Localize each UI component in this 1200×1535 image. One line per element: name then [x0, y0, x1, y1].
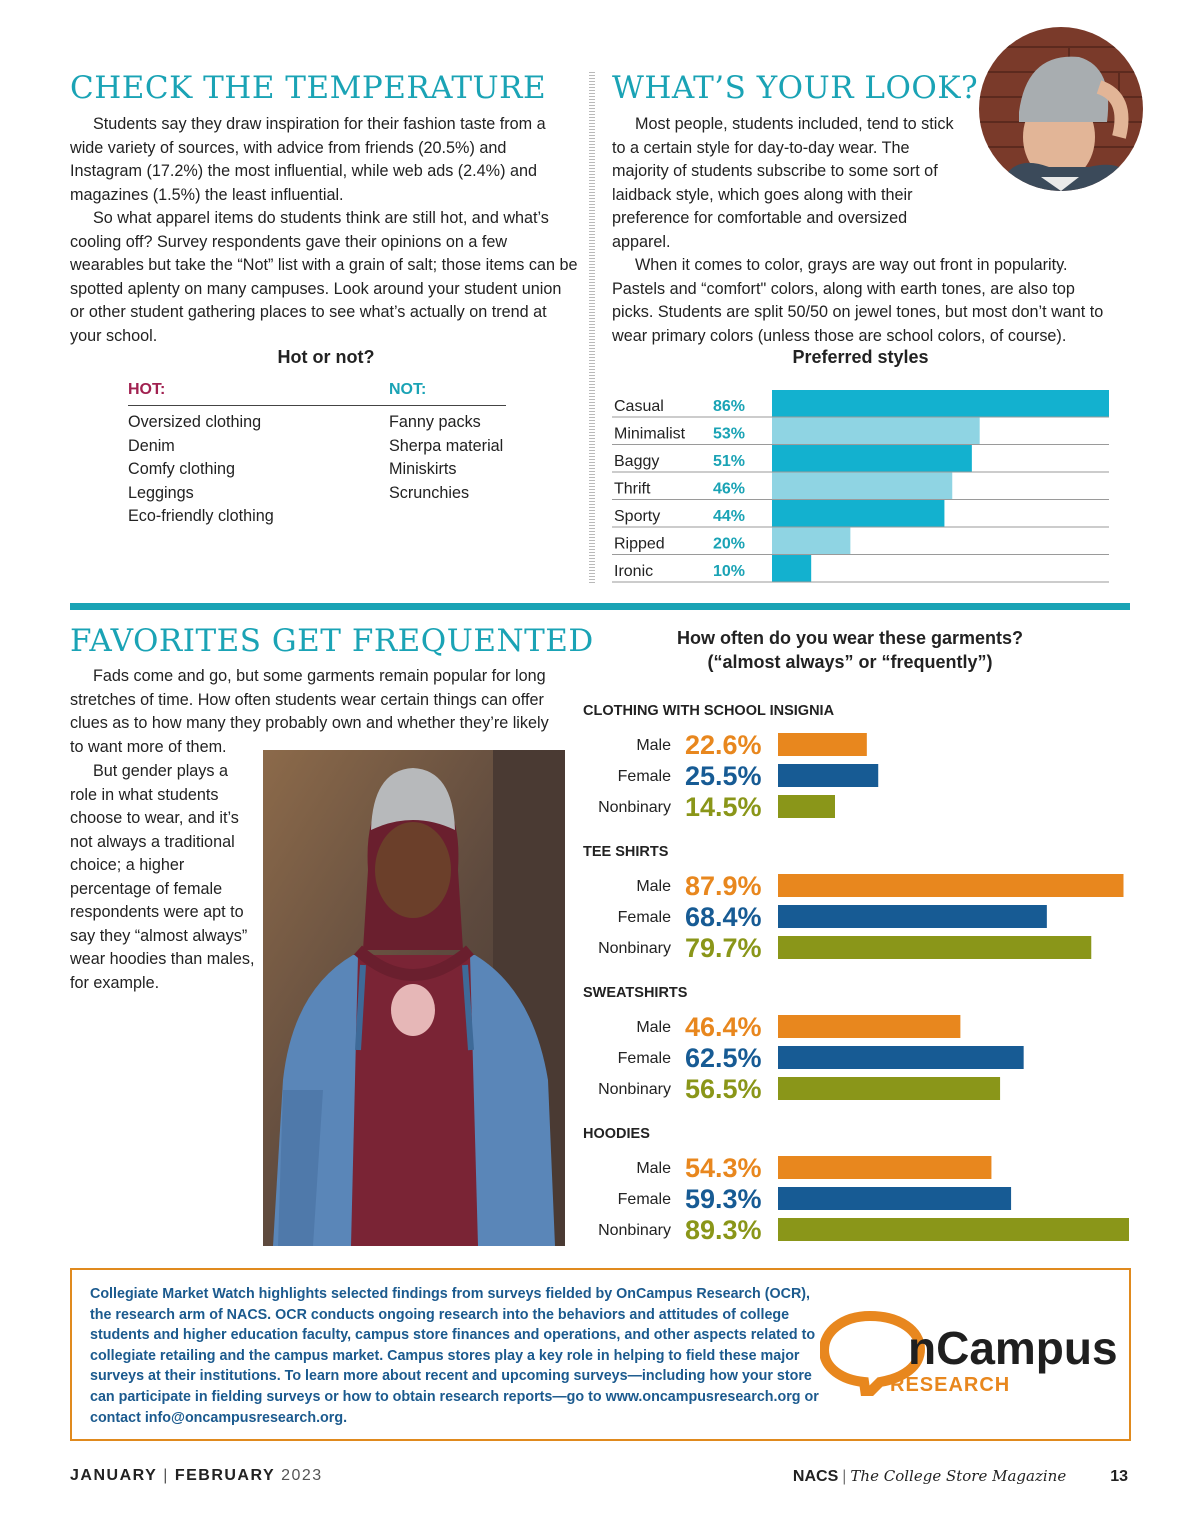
style-bar: [772, 528, 850, 555]
paragraph: But gender plays a role in what students choose to wear, and it’s not always a traditional choice; a higher percentage of female respondents were apt to say they “almost always” wear hoodies than males, for example.: [70, 762, 255, 992]
style-value-label: 20%: [713, 535, 746, 553]
frequency-bar: [778, 795, 835, 818]
favorites-text-side: [70, 760, 255, 995]
footer-publication: [793, 1467, 1128, 1486]
footer-year: 2023: [281, 1467, 323, 1484]
style-bar: [772, 473, 952, 500]
style-bar: [772, 418, 980, 445]
style-bar: [772, 445, 972, 472]
series-label: Female: [617, 768, 671, 785]
not-list: [389, 411, 503, 505]
footer-org: NACS: [792, 1468, 839, 1485]
style-category-label: Ironic: [614, 563, 654, 580]
hot-list: [128, 411, 274, 529]
series-label: Male: [636, 1160, 671, 1177]
frequency-bar: [778, 936, 1091, 959]
frequency-bar: [778, 1187, 1011, 1210]
list-item: Sherpa material: [389, 436, 504, 455]
paragraph: Most people, students included, tend to stick to a certain style for day-to-day wear. The majority of students subscribe to some sort of laidback style, which goes along with their preference for comfortable and oversized apparel.: [612, 115, 954, 251]
list-item: Oversized clothing: [128, 413, 262, 431]
value-label: 89.3%: [685, 1215, 762, 1245]
series-label: Male: [636, 1019, 671, 1036]
garment-frequency-chart: [578, 690, 1138, 1250]
group-label: TEE SHIRTS: [583, 844, 669, 860]
series-label: Female: [617, 1050, 671, 1067]
series-label: Nonbinary: [598, 799, 671, 816]
frequency-bar: [778, 1156, 991, 1179]
frequency-bar: [778, 1218, 1129, 1241]
footer-month: JANUARY: [70, 1467, 158, 1484]
frequency-bar: [778, 905, 1047, 928]
value-label: 87.9%: [685, 871, 762, 901]
style-category-label: Casual: [614, 398, 664, 415]
frequency-bar: [778, 1046, 1024, 1069]
column-divider: [589, 72, 595, 584]
logo-text: nCampus: [908, 1322, 1118, 1374]
favorites-heading: FAVORITES GET FREQUENTED: [70, 623, 594, 659]
value-label: 25.5%: [685, 761, 762, 791]
value-label: 56.5%: [685, 1074, 762, 1104]
group-label: HOODIES: [583, 1126, 650, 1142]
style-bar: [772, 555, 811, 582]
title-line: (“almost always” or “frequently”): [707, 652, 993, 672]
frequency-bar: [778, 874, 1123, 897]
group-label: SWEATSHIRTS: [583, 985, 688, 1001]
info-text: Collegiate Market Watch highlights selected findings from surveys fielded by OnCampus Research (OCR), the research arm of NACS. OCR conducts ongoing research into the behaviors and attitudes of college students and higher education faculty, campus store finances and operations, and other aspects related to collegiate retailing and the campus market. Campus stores play a key role in helping to field these major surveys at their institutions. To learn more about recent and upcoming surveys—including how your store can participate in fielding surveys or how to obtain research reports—go to www.oncampusresearch.org or contact info@oncampusresearch.org.: [90, 1286, 819, 1426]
check-temperature-text: [70, 113, 578, 348]
series-label: Female: [617, 909, 671, 926]
garment-frequency-title: [620, 626, 1080, 674]
group-label: CLOTHING WITH SCHOOL INSIGNIA: [583, 703, 835, 719]
style-value-label: 53%: [713, 425, 746, 443]
title-line: How often do you wear these garments?: [676, 628, 1024, 648]
student-portrait-photo: [979, 27, 1143, 191]
series-label: Nonbinary: [598, 1222, 671, 1239]
series-label: Nonbinary: [598, 940, 671, 957]
section-divider: [70, 603, 1130, 610]
style-value-label: 44%: [713, 508, 746, 525]
paragraph: So what apparel items do students think are still hot, and what’s cooling off? Survey respondents gave their opinions on a few wearables but take the “Not” list with a grain of salt; those items can be spotted aplenty on many campuses. Look around your student union or other student gathering places to see what’s actually on trend at your school.: [70, 209, 578, 345]
series-label: Female: [617, 1191, 671, 1208]
style-bar: [772, 500, 944, 527]
list-item: Denim: [128, 436, 175, 455]
style-category-label: Thrift: [614, 480, 651, 498]
series-label: Nonbinary: [598, 1081, 671, 1098]
preferred-styles-chart: [612, 390, 1110, 585]
list-item: Leggings: [128, 483, 194, 502]
list-item: Fanny packs: [389, 413, 481, 431]
value-label: 62.5%: [685, 1043, 762, 1073]
style-category-label: Ripped: [614, 535, 665, 553]
list-item: Miniskirts: [389, 460, 457, 478]
list-item: Comfy clothing: [128, 460, 236, 478]
value-label: 54.3%: [685, 1153, 762, 1183]
value-label: 46.4%: [685, 1012, 762, 1042]
frequency-bar: [778, 764, 878, 787]
frequency-bar: [778, 733, 867, 756]
value-label: 79.7%: [685, 933, 762, 963]
footer-separator: |: [842, 1468, 847, 1485]
whats-your-look-heading: WHAT’S YOUR LOOK?: [612, 70, 979, 106]
oncampus-research-logo: [820, 1306, 1120, 1396]
value-label: 22.6%: [685, 730, 762, 760]
table-divider: [128, 405, 506, 406]
frequency-bar: [778, 1015, 960, 1038]
preferred-styles-title: Preferred styles: [792, 347, 929, 367]
style-bar: [772, 390, 1109, 417]
value-label: 14.5%: [685, 792, 762, 822]
paragraph: Fads come and go, but some garments remain popular for long stretches of time. How often students wear certain things can offer clues as to how many they probably own and whether they’re likely to want more of them.: [70, 667, 549, 756]
series-label: Male: [636, 737, 671, 754]
favorites-text: [70, 665, 550, 759]
footer-issue: [70, 1467, 323, 1485]
series-label: Male: [636, 878, 671, 895]
page-number: 13: [1110, 1468, 1128, 1485]
check-temperature-heading: CHECK THE TEMPERATURE: [70, 70, 547, 106]
style-category-label: Baggy: [614, 453, 660, 470]
value-label: 59.3%: [685, 1184, 762, 1214]
style-value-label: 10%: [713, 563, 746, 580]
style-category-label: Sporty: [614, 508, 661, 525]
footer-magazine-title: The College Store Magazine: [850, 1467, 1067, 1485]
info-box: [70, 1268, 1131, 1441]
style-category-label: Minimalist: [614, 425, 686, 443]
student-hoodie-photo: [263, 750, 565, 1246]
list-item: Scrunchies: [389, 483, 470, 502]
style-value-label: 86%: [713, 398, 746, 415]
hot-or-not-title: Hot or not?: [277, 347, 375, 367]
footer-separator: |: [163, 1467, 169, 1484]
value-label: 68.4%: [685, 902, 762, 932]
logo-subtext: RESEARCH: [890, 1374, 1011, 1396]
paragraph: Students say they draw inspiration for their fashion taste from a wide variety of sources, with advice from friends (20.5%) and Instagram (17.2%) the most influential, while web ads (2.4%) and magazines (1.5%) the least influential.: [70, 115, 546, 204]
frequency-bar: [778, 1077, 1000, 1100]
style-value-label: 46%: [713, 480, 746, 498]
not-label: NOT:: [389, 381, 427, 398]
style-value-label: 51%: [713, 453, 746, 470]
footer-month2: FEBRUARY: [174, 1467, 276, 1484]
list-item: Eco-friendly clothing: [128, 507, 274, 525]
hot-label: HOT:: [128, 381, 166, 398]
paragraph: When it comes to color, grays are way out front in popularity. Pastels and “comfort" colors, along with earth tones, are also top picks. Students are split 50/50 on jewel tones, but most don’t want to wear primary colors (unless those are school colors, of course).: [612, 256, 1104, 345]
